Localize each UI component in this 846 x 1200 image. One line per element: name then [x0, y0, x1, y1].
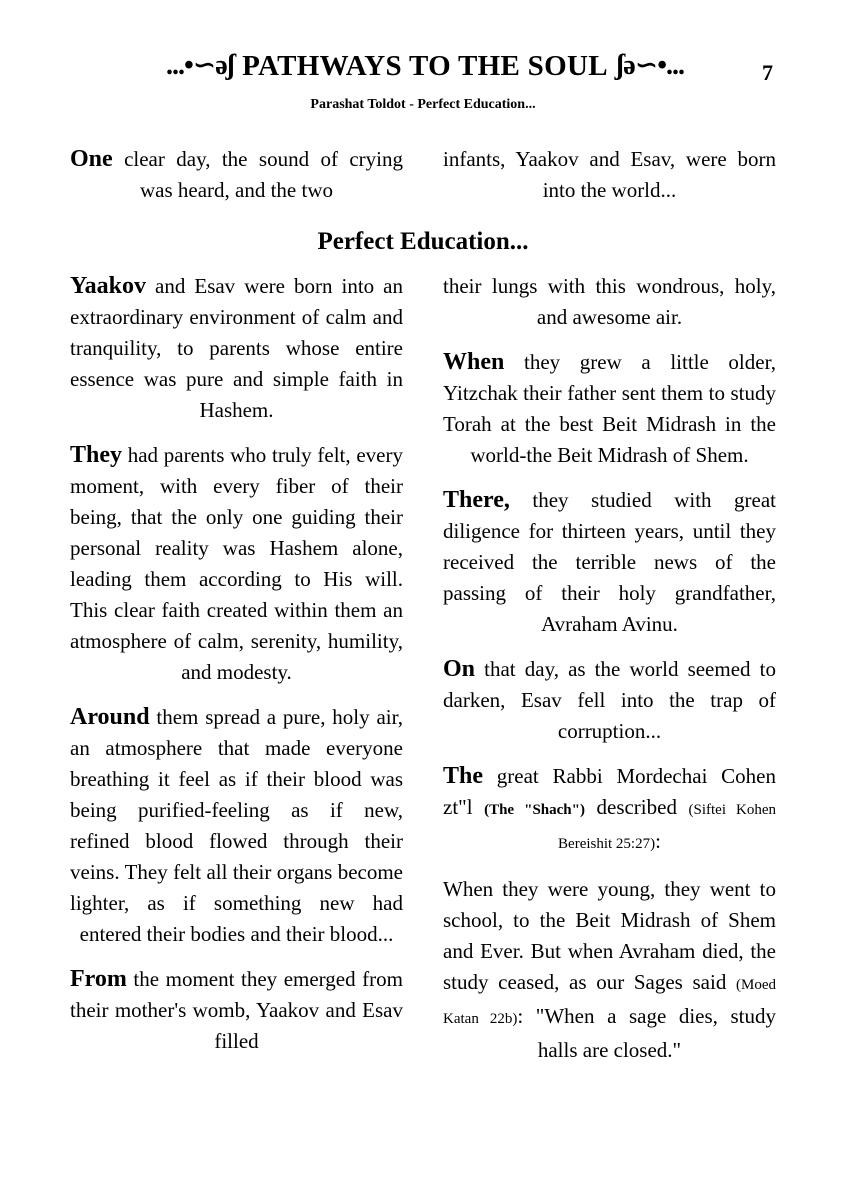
lead-word: There, [443, 487, 510, 513]
paragraph-text: great Rabbi Mordechai Cohen zt"l [443, 764, 776, 819]
paragraph-text: : [655, 829, 661, 853]
intro-right-column [443, 144, 776, 206]
lead-word: Yaakov [70, 273, 147, 299]
paragraph [70, 702, 403, 950]
paragraph-text: : "When a sage dies, study halls are closed." [517, 1004, 776, 1062]
page-header [0, 46, 846, 90]
paragraph-text: described [584, 795, 689, 819]
paragraph [443, 761, 776, 860]
lead-word: On [443, 656, 476, 682]
paragraph-text: and Esav were born into an extraordinary environment of calm and tranquility, to parents whose entire essence was pure and simple faith in Hashem. [70, 274, 403, 422]
parenthetical: (The "Shach") [484, 802, 585, 818]
section-heading: Perfect Education... [317, 228, 529, 255]
intro-left-column [70, 144, 403, 206]
paragraph [443, 347, 776, 471]
paragraph [443, 654, 776, 747]
left-column [70, 271, 403, 1057]
paragraph [70, 271, 403, 426]
paragraph-text: When they were young, they went to school, to the Beit Midrash of Shem and Ever. But when Avraham died, the study ceased, as our Sages said [443, 877, 776, 994]
lead-word: From [70, 966, 127, 992]
source-citation: (Moed Katan 22b) [443, 977, 776, 1027]
paragraph-text: the moment they emerged from their mother's womb, Yaakov and Esav filled [70, 967, 403, 1053]
chapter-subtitle: Parashat Toldot - Perfect Education... [310, 97, 536, 112]
title-row [135, 46, 715, 86]
intro-paragraph-continuation: infants, Yaakov and Esav, were born into the world... [443, 147, 776, 202]
paragraph-text: clear day, the sound of crying was heard, and the two [112, 147, 403, 202]
paragraph-text: that day, as the world seemed to darken, Esav fell into the trap of corruption... [443, 657, 776, 743]
running-title: PATHWAYS TO THE SOUL [242, 50, 608, 82]
paragraph-text: had parents who truly felt, every moment, with every fiber of their being, that the only one guiding their personal reality was Hashem alone, leading them according to His will. This clear faith created within them an atmosphere of calm, serenity, humility, and modesty. [70, 443, 403, 684]
paragraph [443, 485, 776, 640]
paragraph [70, 964, 403, 1057]
left-ornament-icon: ...•∽əʃ [166, 50, 235, 81]
paragraph-text: they grew a little older, Yitzchak their father sent them to study Torah at the best Beit Midrash in the world-the Beit Midrash of Shem. [443, 350, 776, 467]
paragraph-text: them spread a pure, holy air, an atmosphere that made everyone breathing it feel as if their blood was being purified-feeling as if new, refined blood flowed through their veins. They felt all their organs become lighter, as if something new had entered their bodies and their blood... [70, 705, 403, 946]
lead-word: When [443, 349, 505, 375]
right-column [443, 271, 776, 1066]
paragraph [70, 440, 403, 688]
lead-word: Around [70, 704, 150, 730]
lead-word: One [70, 146, 113, 172]
source-citation: (Siftei Kohen Bereishit 25:27) [558, 802, 777, 852]
lead-word: They [70, 442, 123, 468]
right-ornament-icon: ʃə∽•... [615, 50, 684, 81]
paragraph-continuation: their lungs with this wondrous, holy, and awesome air. [443, 274, 776, 329]
page-number: 7 [762, 60, 773, 85]
paragraph-text: they studied with great diligence for thirteen years, until they received the terrible news of the passing of their holy grandfather, Avraham Avinu. [443, 488, 776, 636]
intro-paragraph [70, 144, 403, 206]
quoted-paragraph [443, 874, 776, 1066]
lead-word: The [443, 763, 484, 789]
